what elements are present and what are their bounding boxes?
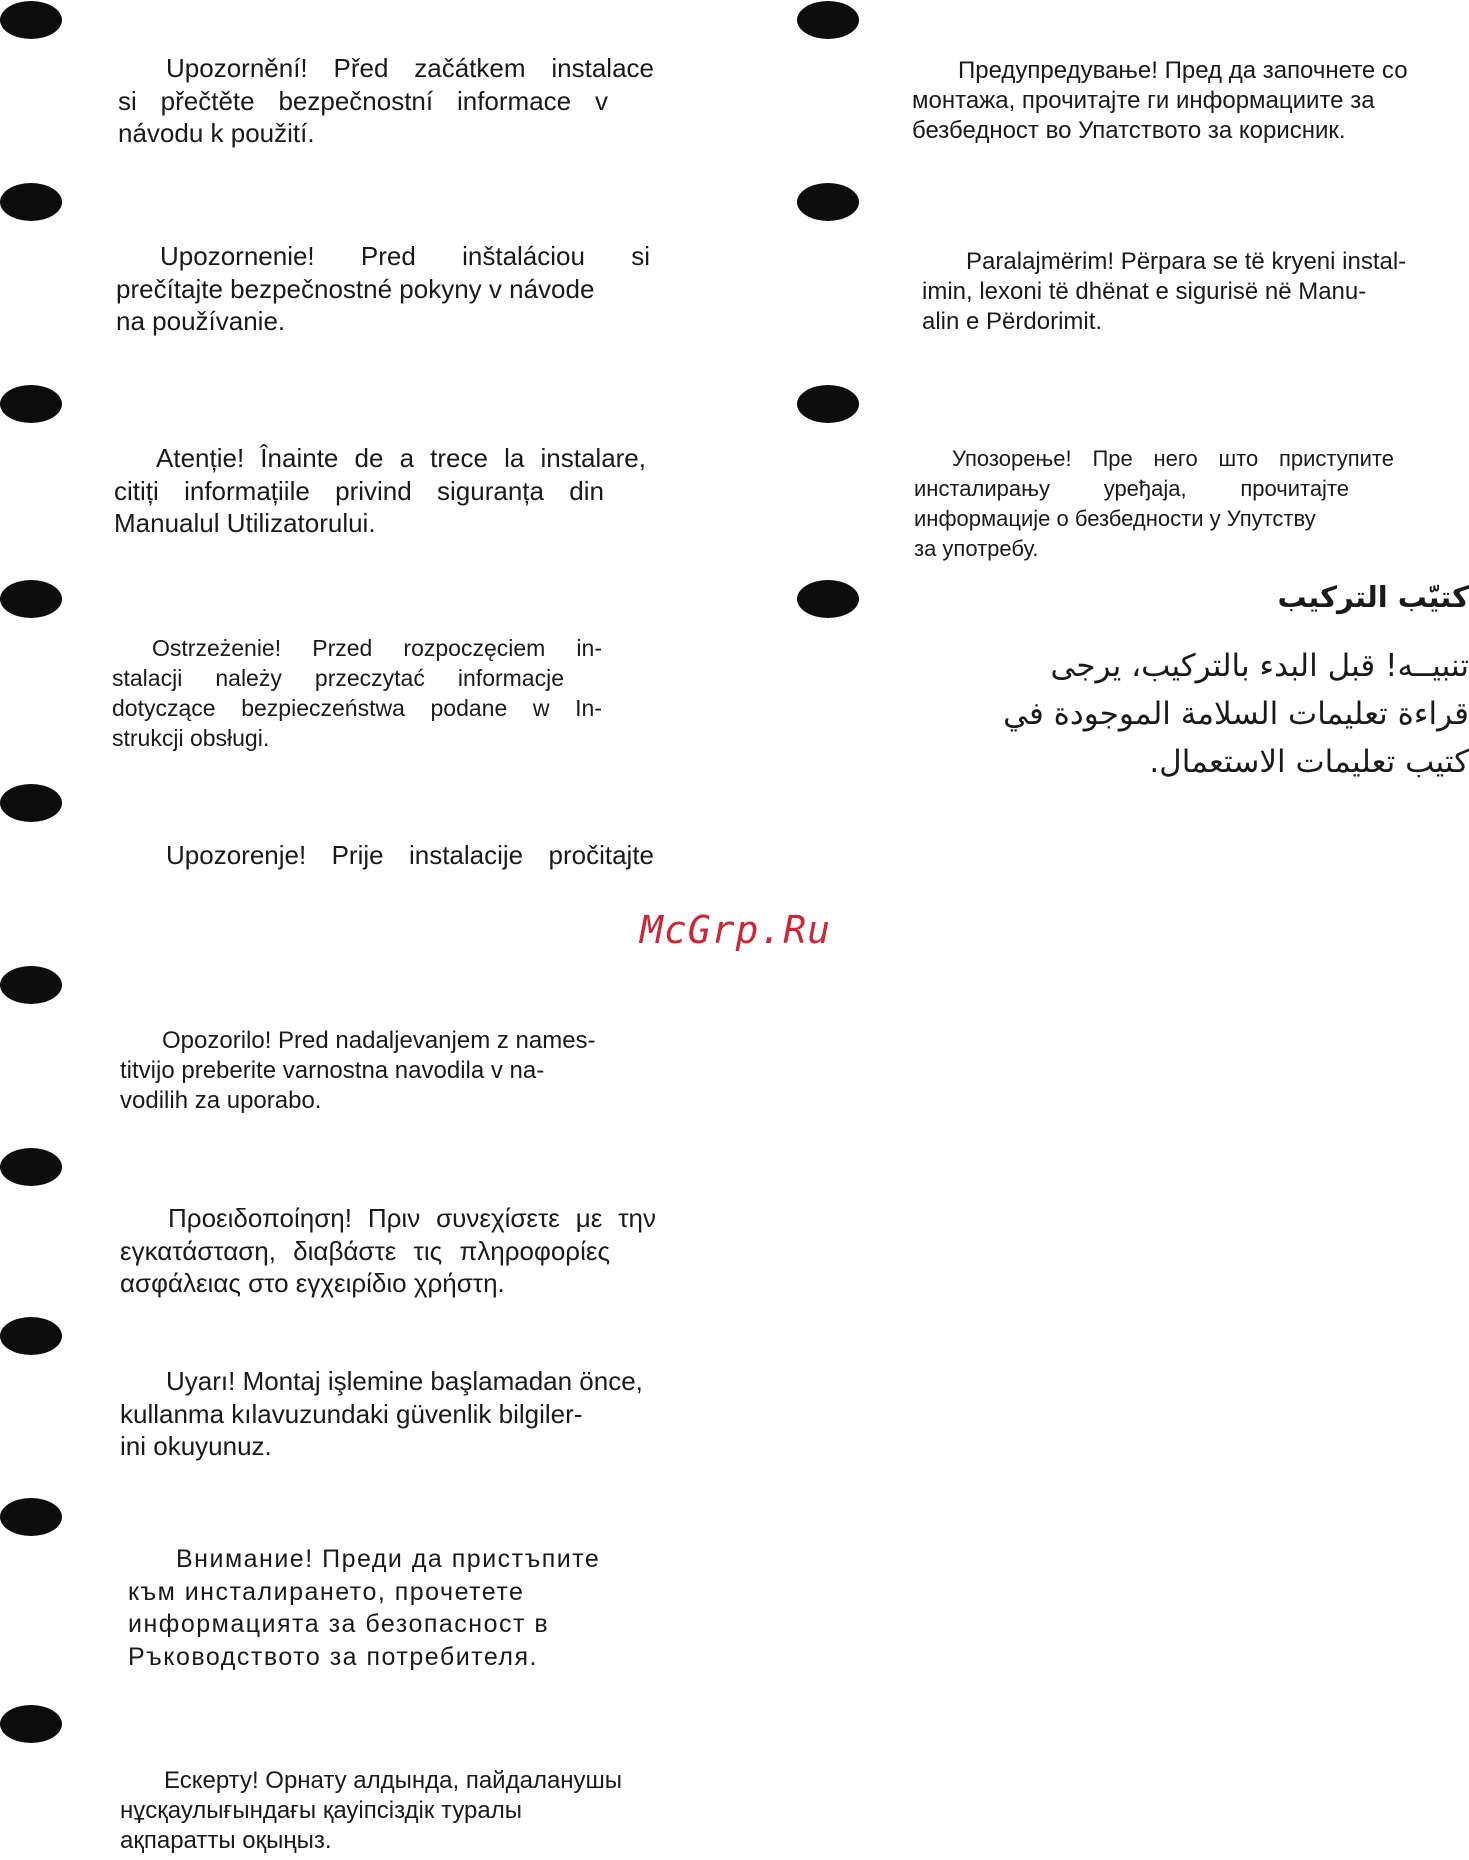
warning-serbian [914, 444, 1394, 564]
margin-marker [797, 183, 859, 221]
turkish-line-2: kullanma kılavuzundaki güvenlik bilgiler- [120, 1398, 583, 1429]
warning-turkish [120, 1365, 656, 1463]
warning-slovenian [120, 1026, 640, 1116]
margin-marker [797, 385, 859, 423]
margin-marker [797, 1, 859, 39]
serbian-line-2: инсталирању уређаја, прочитајте [914, 476, 1349, 501]
warning-greek [120, 1202, 656, 1300]
warning-slovak [116, 240, 650, 338]
margin-marker [0, 580, 62, 618]
slovak-line-1: Upozornenie! Pred inštaláciou si [160, 241, 650, 271]
bulgarian-line-3: информацията за безопасност в [128, 1610, 550, 1638]
macedonian-line-2: монтажа, прочитајте ги информациите за [912, 87, 1375, 114]
greek-line-1: Προειδοποίηση! Πριν συνεχίσετε με την [168, 1203, 656, 1233]
warning-czech [118, 52, 654, 150]
polish-line-4: strukcji obsługi. [112, 725, 270, 751]
turkish-line-3: ini okuyunuz. [120, 1431, 272, 1461]
slovenian-line-3: vodilih za uporabo. [120, 1087, 322, 1114]
serbian-line-4: за употребу. [914, 536, 1039, 561]
greek-line-3: ασφάλειας στο εγχειρίδιο χρήστη. [120, 1268, 505, 1298]
warning-romanian [114, 442, 646, 540]
serbian-line-3: информације о безбедности у Упутству [914, 506, 1316, 531]
warning-polish [112, 633, 602, 753]
romanian-line-2: citiți informațiile privind siguranța din [114, 475, 604, 506]
turkish-line-1: Uyarı! Montaj işlemine başlamadan önce, [166, 1366, 643, 1396]
margin-marker [0, 1317, 62, 1355]
czech-line-1: Upozornění! Před začátkem instalace [166, 53, 654, 83]
slovak-line-3: na používanie. [116, 306, 286, 336]
albanian-line-3: alin e Përdorimit. [922, 308, 1103, 335]
czech-line-3: návodu k použití. [118, 118, 315, 148]
margin-marker [0, 385, 62, 423]
margin-marker [0, 1705, 62, 1743]
margin-marker [0, 966, 62, 1004]
bulgarian-line-4: Ръководството за потребителя. [128, 1642, 538, 1671]
warning-macedonian [912, 56, 1432, 146]
slovenian-line-2: titvijo preberite varnostna navodila v na- [120, 1057, 545, 1084]
arabic-line-2: قراءة تعليمات السلامة الموجودة في [1003, 696, 1469, 732]
arabic-line-3: كتيب تعليمات الاستعمال. [1149, 744, 1469, 780]
margin-marker [0, 1498, 62, 1536]
czech-line-2: si přečtěte bezpečnostní informace v [118, 85, 608, 116]
slovak-line-2: prečítajte bezpečnostné pokyny v návode [116, 273, 595, 304]
macedonian-line-3: безбедност во Упатството за корисник. [912, 117, 1346, 144]
warning-croatian [166, 839, 654, 872]
polish-line-3: dotyczące bezpieczeństwa podane w In- [112, 695, 602, 721]
bulgarian-line-2: към инсталирането, прочетете [128, 1577, 525, 1606]
kazakh-line-3: ақпаратты оқыңыз. [120, 1827, 332, 1854]
kazakh-line-2: нұсқаулығындағы қауіпсіздік туралы [120, 1797, 522, 1824]
warning-arabic [960, 642, 1469, 786]
margin-marker [0, 784, 62, 822]
margin-marker [0, 1, 62, 39]
macedonian-line-1: Предупредување! Пред да започнете со [958, 57, 1408, 84]
polish-line-1: Ostrzeżenie! Przed rozpoczęciem in- [152, 635, 602, 661]
romanian-line-3: Manualul Utilizatorului. [114, 508, 376, 538]
albanian-line-1: Paralajmërim! Përpara se të kryeni instal- [966, 248, 1407, 275]
slovenian-line-1: Opozorilo! Pred nadaljevanjem z names- [162, 1027, 596, 1054]
margin-marker [0, 183, 62, 221]
warning-kazakh [120, 1766, 656, 1856]
bulgarian-line-1: Внимание! Преди да пристъпите [176, 1545, 601, 1573]
romanian-line-1: Atenție! Înainte de a trece la instalare, [156, 443, 646, 473]
warning-albanian [922, 247, 1462, 337]
watermark: McGrp.Ru [640, 908, 832, 952]
margin-marker [797, 580, 859, 618]
serbian-line-1: Упозорење! Пре него што приступите [952, 446, 1394, 471]
margin-marker [0, 1148, 62, 1186]
albanian-line-2: imin, lexoni të dhënat e sigurisë në Manu- [922, 278, 1367, 305]
croatian-line-1: Upozorenje! Prije instalacije pročitajte [166, 840, 654, 870]
warning-bulgarian [128, 1543, 648, 1673]
arabic-heading: كتيّب التركيب [1277, 580, 1469, 614]
greek-line-2: εγκατάσταση, διαβάστε τις πληροφορίες [120, 1235, 610, 1266]
arabic-line-1: تنبيــه! قبل البدء بالتركيب، يرجى [1050, 648, 1469, 684]
polish-line-2: stalacji należy przeczytać informacje [112, 665, 564, 691]
kazakh-line-1: Ескерту! Орнату алдында, пайдаланушы [164, 1767, 623, 1794]
